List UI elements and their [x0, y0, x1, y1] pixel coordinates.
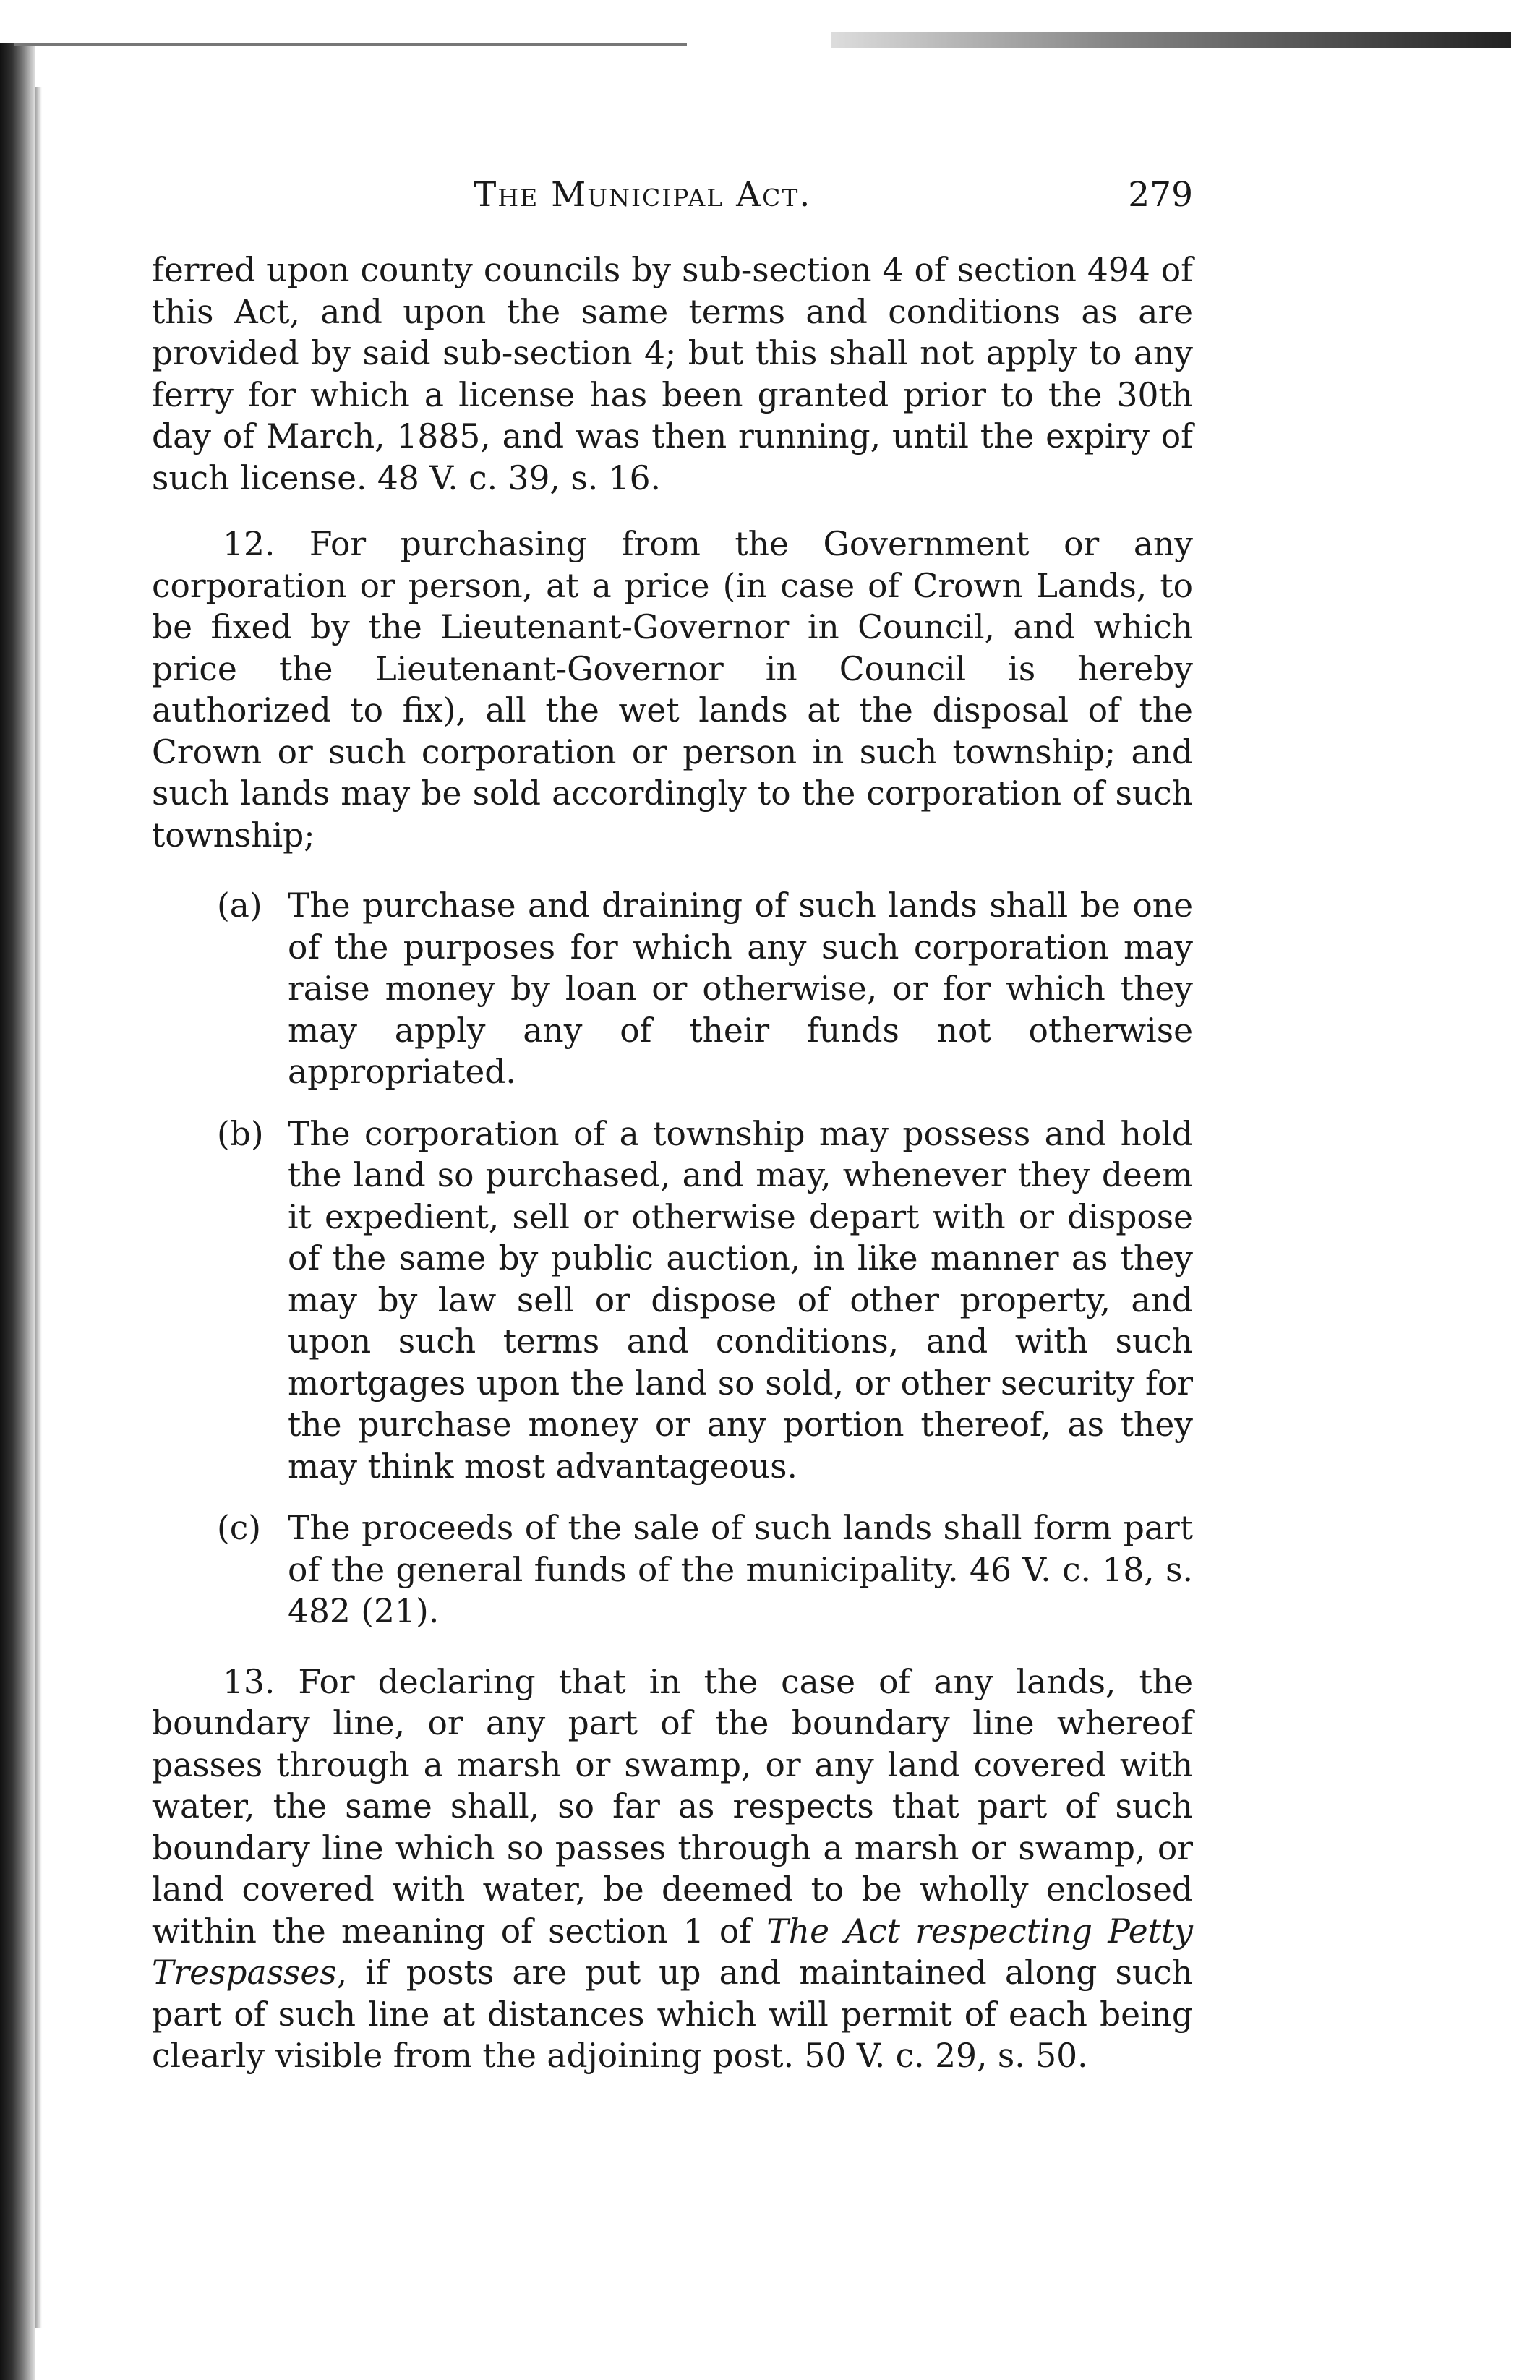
clause-b: [217, 1113, 1193, 1488]
section-13-text-end: , if posts are put up and maintained along such part of such line at distances which will permit of each being clearly visible from the adjoining post. 50 V. c. 29, s. 50.: [152, 1953, 1193, 2075]
clause-label: (b): [217, 1114, 264, 1153]
page-body: [152, 249, 1193, 2077]
page-header: [152, 175, 1193, 233]
section-12-clauses: [152, 885, 1193, 1632]
page-number: 279: [1128, 175, 1193, 215]
clause-c: [217, 1507, 1193, 1632]
act-title-italic: The Act respecting Petty Trespasses: [152, 1912, 1193, 1992]
clause-label: (c): [217, 1509, 261, 1547]
running-title: The Municipal Act.: [474, 175, 812, 215]
book-spine-edge: [0, 43, 35, 2380]
book-page: [152, 0, 1193, 2380]
clause-text: The corporation of a township may possess and hold the land so purchased, and may, whenever they deem it expedient, sell or otherwise depart with or dispose of the same by public auction, in like manner as they may by law sell or dispose of other property, and upon such terms and conditions, and with such mortgages upon the land so sold, or other security for the purchase money or any portion thereof, as they may think most advantageous.: [288, 1114, 1193, 1486]
continuation-paragraph: ferred upon county councils by sub-section 4 of section 494 of this Act, and upon the same terms and conditions as are provided by said sub-section 4; but this shall not apply to any ferry for which a license has been granted prior to the 30th day of March, 1885, and was then running, until the expiry of such license. 48 V. c. 39, s. 16.: [152, 251, 1193, 497]
clause-a: [217, 885, 1193, 1093]
section-13-text: 13. For declaring that in the case of any lands, the boundary line, or any part of the boundary line whereof passes through a marsh or swamp, or any land covered with water, the same shall, so far as respects that part of such boundary line which so passes through a marsh or swamp, or land covered with water, be deemed to be wholly enclosed within the meaning of section 1 of: [152, 1662, 1193, 1951]
section-13-paragraph: [152, 1661, 1193, 2077]
section-12-paragraph: 12. For purchasing from the Government or any corporation or person, at a price (in case of Crown Lands, to be fixed by the Lieutenant-Governor in Council, and which price the Lieutenant-Governor in Council is hereby authorized to fix), all the wet lands at the disposal of the Crown or such corporation or person in such township; and such lands may be sold accordingly to the corporation of such township;: [152, 525, 1193, 855]
clause-text: The proceeds of the sale of such lands shall form part of the general funds of the municipality. 46 V. c. 18, s. 482 (21).: [288, 1509, 1193, 1630]
clause-label: (a): [217, 886, 262, 925]
clause-text: The purchase and draining of such lands shall be one of the purposes for which any such corporation may raise money by loan or otherwise, or for which they may apply any of their funds not otherwise appropriated.: [288, 886, 1193, 1091]
page-gutter-shadow: [35, 87, 42, 2328]
